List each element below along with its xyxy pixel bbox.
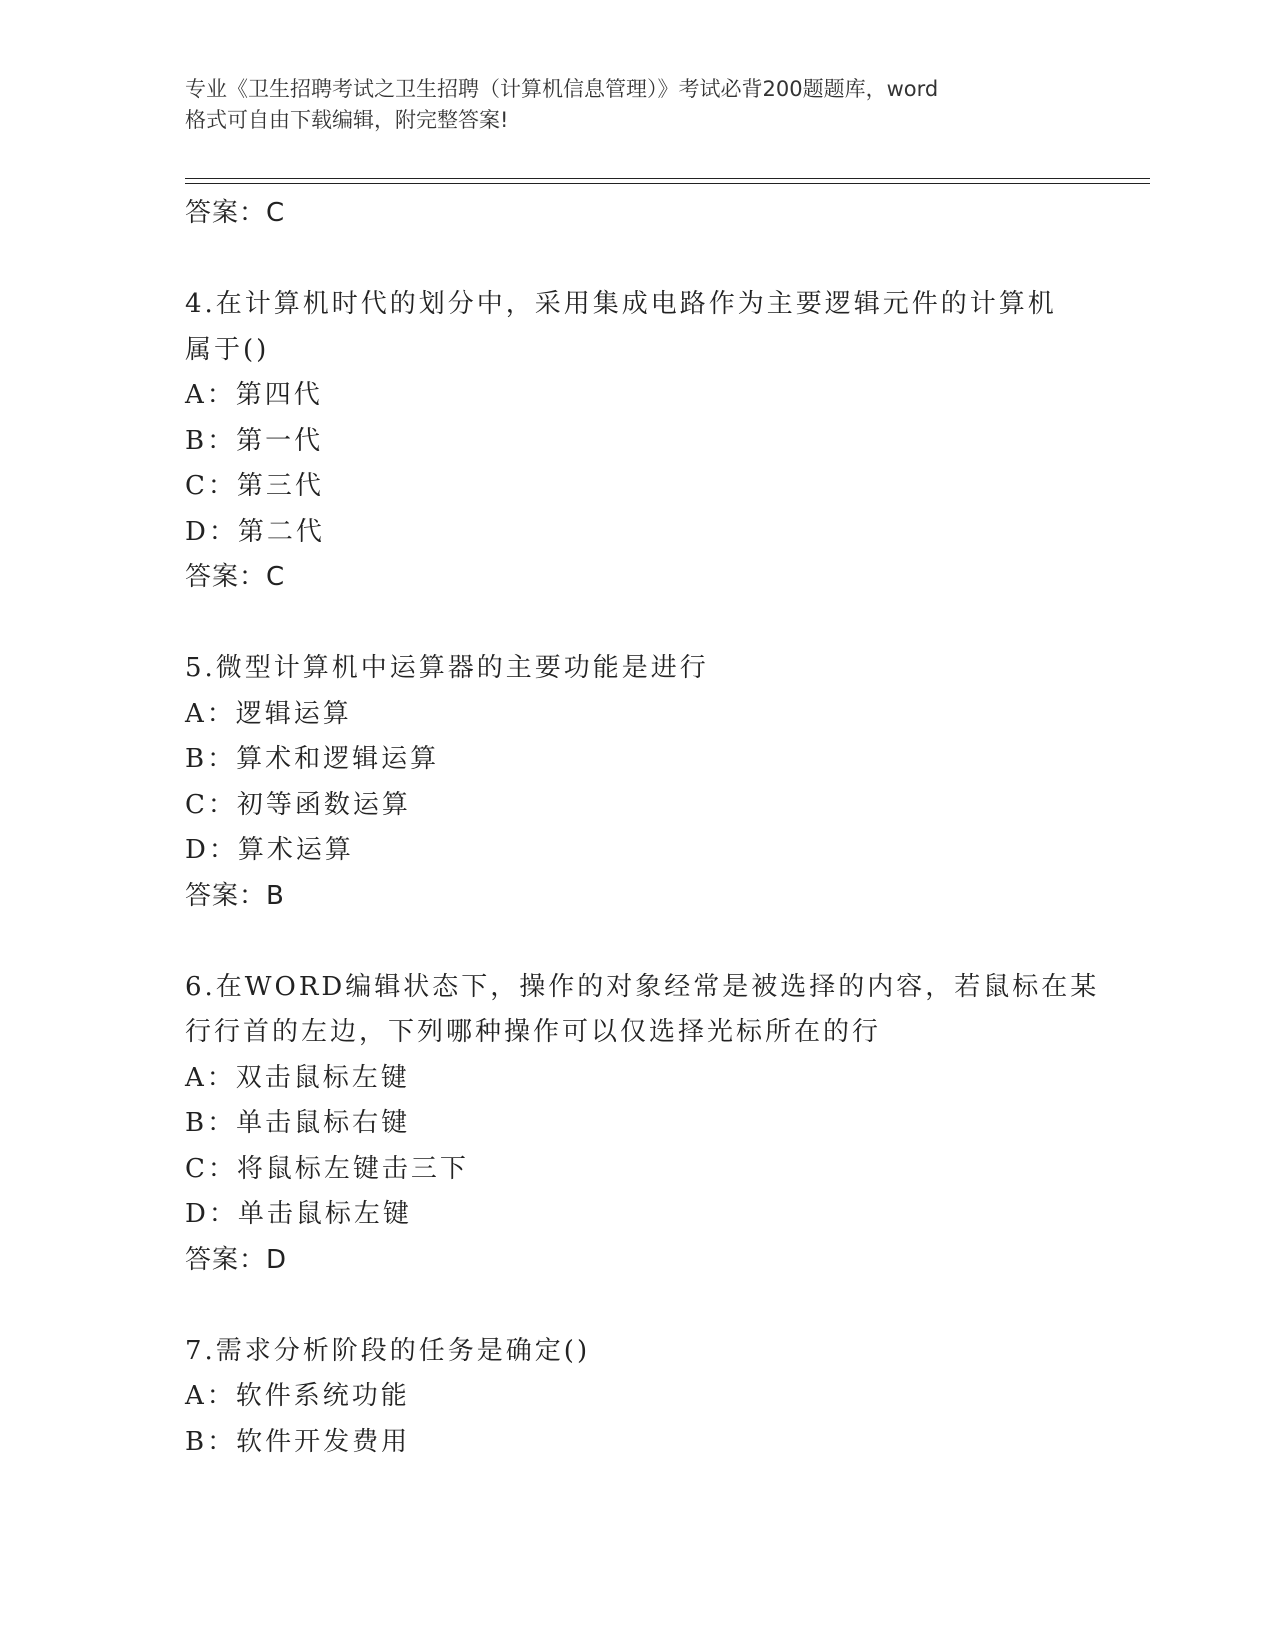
option-c: C：初等函数运算 xyxy=(185,789,411,820)
question-5 xyxy=(185,646,1135,919)
question-stem-line: 属于() xyxy=(185,334,270,365)
header-divider-bottom xyxy=(185,183,1150,184)
header-line-1: 专业《卫生招聘考试之卫生招聘（计算机信息管理）》考试必背200题题库，word xyxy=(185,77,939,101)
answer-line: 答案：D xyxy=(185,1244,288,1275)
spacer xyxy=(185,1283,1135,1329)
option-b: B：第一代 xyxy=(185,425,324,456)
option-d: D：第二代 xyxy=(185,516,325,547)
question-stem-line: 4.在计算机时代的划分中，采用集成电路作为主要逻辑元件的计算机 xyxy=(185,289,1057,319)
question-7 xyxy=(185,1329,1135,1466)
answer-line: 答案：C xyxy=(185,198,286,228)
question-stem-line: 6.在WORD编辑状态下，操作的对象经常是被选择的内容，若鼠标在某 xyxy=(185,971,1100,1002)
document-body xyxy=(185,191,1135,1465)
document-header xyxy=(185,74,1105,136)
option-c: C：将鼠标左键击三下 xyxy=(185,1153,469,1184)
option-a: A：逻辑运算 xyxy=(185,698,352,729)
option-b: B：算术和逻辑运算 xyxy=(185,744,440,774)
spacer xyxy=(185,601,1135,647)
option-c: C：第三代 xyxy=(185,471,324,501)
spacer xyxy=(185,919,1135,965)
option-a: A：软件系统功能 xyxy=(185,1381,410,1411)
header-divider-top xyxy=(185,178,1150,179)
option-d: D：算术运算 xyxy=(185,835,354,865)
question-stem-line: 行行首的左边，下列哪种操作可以仅选择光标所在的行 xyxy=(185,1017,882,1047)
option-a: A：双击鼠标左键 xyxy=(185,1062,410,1093)
spacer xyxy=(185,237,1135,283)
option-a: A：第四代 xyxy=(185,380,323,410)
option-b: B：软件开发费用 xyxy=(185,1426,411,1457)
answer-line: 答案：B xyxy=(185,880,285,911)
question-6 xyxy=(185,965,1135,1284)
option-b: B：单击鼠标右键 xyxy=(185,1108,411,1138)
answer-line: 答案：C xyxy=(185,562,286,592)
header-line-2: 格式可自由下载编辑，附完整答案! xyxy=(185,108,509,132)
question-stem-line: 7.需求分析阶段的任务是确定() xyxy=(185,1335,591,1366)
question-stem-line: 5.微型计算机中运算器的主要功能是进行 xyxy=(185,653,709,683)
option-d: D：单击鼠标左键 xyxy=(185,1199,412,1229)
question-4 xyxy=(185,282,1135,601)
